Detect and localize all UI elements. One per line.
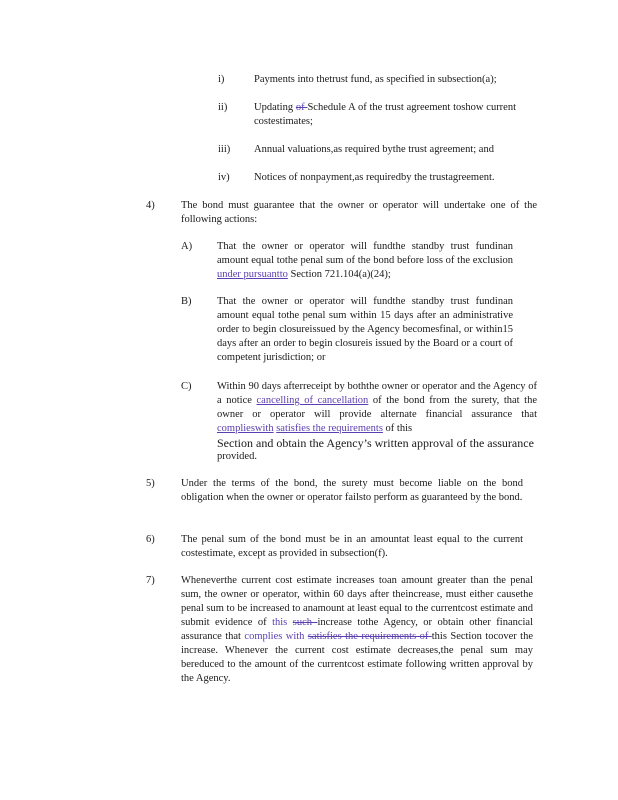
deleted-text: of [295,102,308,113]
text-run: Updating [254,102,296,113]
text-run: increase tothe Agency, or obtain other financial assurance that [181,617,534,642]
text-run: this Section tocover the increase. Whenever the current cost estimate decreases,the penal sum may bereduced to the amount of the currentcost estimate following written approval by the Agency. [181,631,534,684]
item-marker: 4) [146,200,155,211]
item-text: That the owner or operator will fundthe standby trust fundinan amount equal tothe penal sum within 15 days after an administrative order to begin closureissued by the Agency becomesfinal, or within15 days after an order to begin closureis issued by the Board or a court of competent jurisdiction; or [217,296,513,363]
item-marker: 7) [146,575,155,586]
item-marker: ii) [218,102,228,113]
item-text: Notices of nonpayment,as requiredby the trustagreement. [254,172,495,183]
item-marker: B) [181,296,192,307]
text-run: Wheneverthe current cost estimate increases toan amount greater than the penal sum, the owner or operator, within 60 days after theincrease, must either causethe penal sum to be increased to anamount at least equal to the currentcost estimate and submit evidence of [181,575,533,628]
deleted-text: such [292,617,318,628]
text-run: That the owner or operator will fundthe standby trust fundinan amount equal tothe penal sum of the bond before loss of the exclusion [217,241,513,266]
item-text: Payments into thetrust fund, as specified in subsection(a); [254,74,497,85]
item-marker: A) [181,241,193,252]
item-marker: iii) [218,144,231,155]
item-marker: i) [218,74,225,85]
item-marker: 5) [146,478,155,489]
text-run: Schedule A of the trust agreement toshow current costestimates; [254,102,517,127]
text-run: of this [382,423,413,434]
inserted-text: complieswith [217,423,274,434]
inserted-text: under pursuantto [217,269,288,280]
inserted-text: this [272,617,288,628]
item-text [254,101,516,129]
item-marker: C) [181,381,192,392]
item-text [217,380,537,464]
inserted-text: cancelling of cancellation [256,395,369,406]
item-text [217,240,513,282]
item-text: Annual valuations,as required bythe trust agreement; and [254,144,494,155]
inserted-text: satisfies the requirements [276,423,383,434]
inserted-text: complies with [244,631,305,642]
item-text: The penal sum of the bond must be in an amountat least equal to the current costestimate, except as provided in subsection(f). [181,534,523,559]
item-marker: iv) [218,172,230,183]
text-run: of the bond from the surety, that the owner or operator will provide alternate financial assurance that [217,395,537,420]
item-text [181,574,533,686]
item-text: The bond must guarantee that the owner or operator will undertake one of the following actions: [181,200,537,225]
text-run: provided. [217,451,257,462]
text-run-large: Section and obtain the Agency’s written approval of the assurance [217,436,534,450]
text-run: Within 90 days afterreceipt by boththe owner or operator and the Agency of a notice [217,381,537,406]
item-marker: 6) [146,534,155,545]
text-run: Section 721.104(a)(24); [287,269,391,280]
item-text: Under the terms of the bond, the surety must become liable on the bond obligation when the owner or operator failsto perform as guaranteed by the bond. [181,478,523,503]
deleted-text: satisfies the requirements of [307,631,432,642]
